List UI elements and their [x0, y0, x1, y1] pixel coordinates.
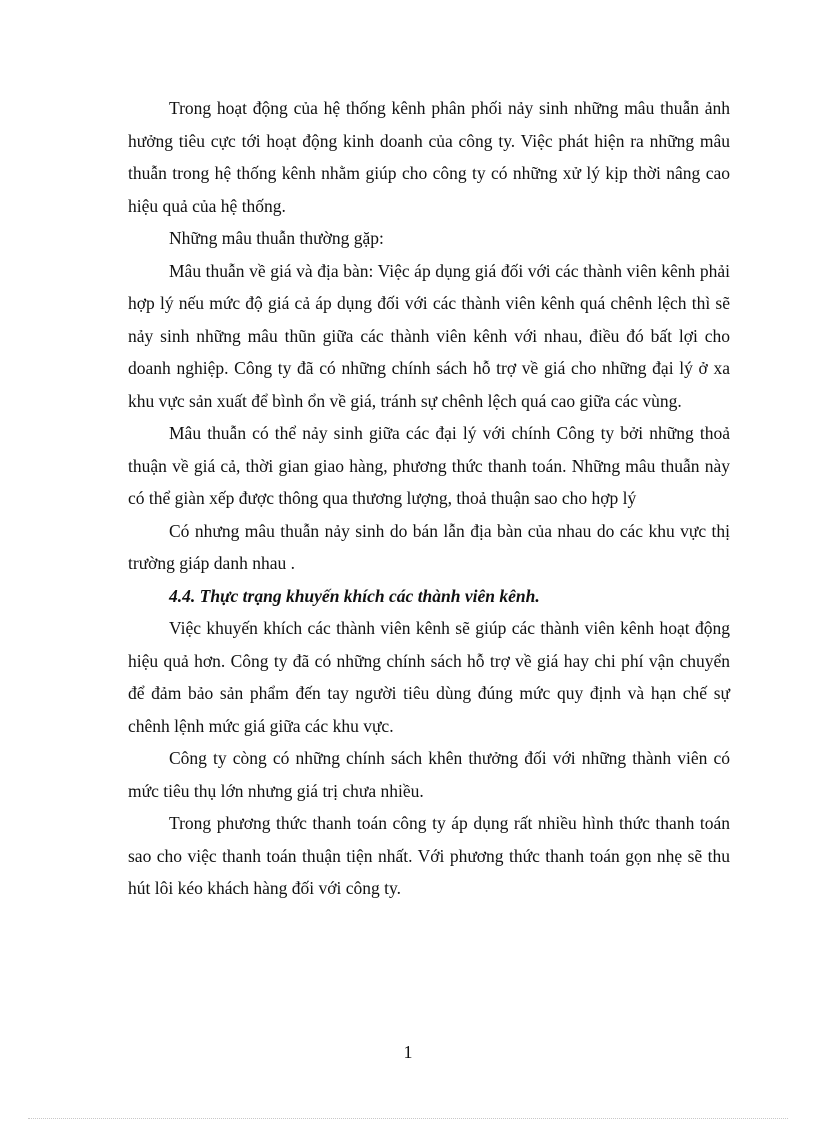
paragraph-encouragement: Việc khuyến khích các thành viên kênh sẽ giúp các thành viên kênh hoạt động hiệu quả hơn. Công ty đã có những chính sách hỗ trợ về giá hay chi phí vận chuyển để đảm bảo sản phẩm đến tay người tiêu dùng đúng mức quy định và hạn chế sự chênh lệnh mức giá giữa các khu vực.: [128, 618, 730, 736]
paragraph-payment-methods: Trong phương thức thanh toán công ty áp dụng rất nhiều hình thức thanh toán sao cho việc thanh toán thuận tiện nhất. Với phương thức thanh toán gọn nhẹ sẽ thu hút lôi kéo khách hàng đối với công ty.: [128, 813, 730, 898]
page-bottom-divider: [28, 1118, 788, 1119]
paragraph-conflicts-intro: Trong hoạt động của hệ thống kênh phân phối nảy sinh những mâu thuẫn ảnh hưởng tiêu cực tới hoạt động kinh doanh của công ty. Việc phát hiện ra những mâu thuẫn trong hệ thống kênh nhằm giúp cho công ty có những xử lý kịp thời nâng cao hiệu quả của hệ thống.: [128, 98, 730, 216]
paragraph-price-territory-conflict: Mâu thuẫn về giá và địa bàn: Việc áp dụng giá đối với các thành viên kênh phải hợp lý nếu mức độ giá cả áp dụng đối với các thành viên kênh quá chênh lệch thì sẽ nảy sinh những mâu thũn giữa các thành viên kênh với nhau, điều đó bất lợi cho doanh nghiệp. Công ty đã có những chính sách hỗ trợ về giá cho những đại lý ở xa khu vực sản xuất để bình ổn về giá, tránh sự chênh lệch quá cao giữa các vùng.: [128, 260, 730, 411]
paragraph-agent-company-conflict: Mâu thuẫn có thể nảy sinh giữa các đại lý với chính Công ty bởi những thoả thuận về giá cả, thời gian giao hàng, phương thức thanh toán. Những mâu thuẫn này có thể giàn xếp được thông qua thương lượng, thoả thuận sao cho hợp lý: [128, 423, 730, 508]
page-number: 1: [403, 1042, 413, 1062]
section-heading: 4.4. Thực trạng khuyến khích các thành viên kênh.: [169, 585, 540, 606]
document-body: [128, 92, 730, 905]
paragraph-rewards: Công ty còng có những chính sách khên thưởng đối với những thành viên có mức tiêu thụ lớn nhưng giá trị chưa nhiều.: [128, 748, 730, 801]
paragraph-territory-overlap: Có nhưng mâu thuẫn nảy sinh do bán lẫn địa bàn của nhau do các khu vực thị trường giáp danh nhau .: [128, 520, 730, 573]
paragraph-common-conflicts: Những mâu thuẫn thường gặp:: [169, 228, 384, 248]
